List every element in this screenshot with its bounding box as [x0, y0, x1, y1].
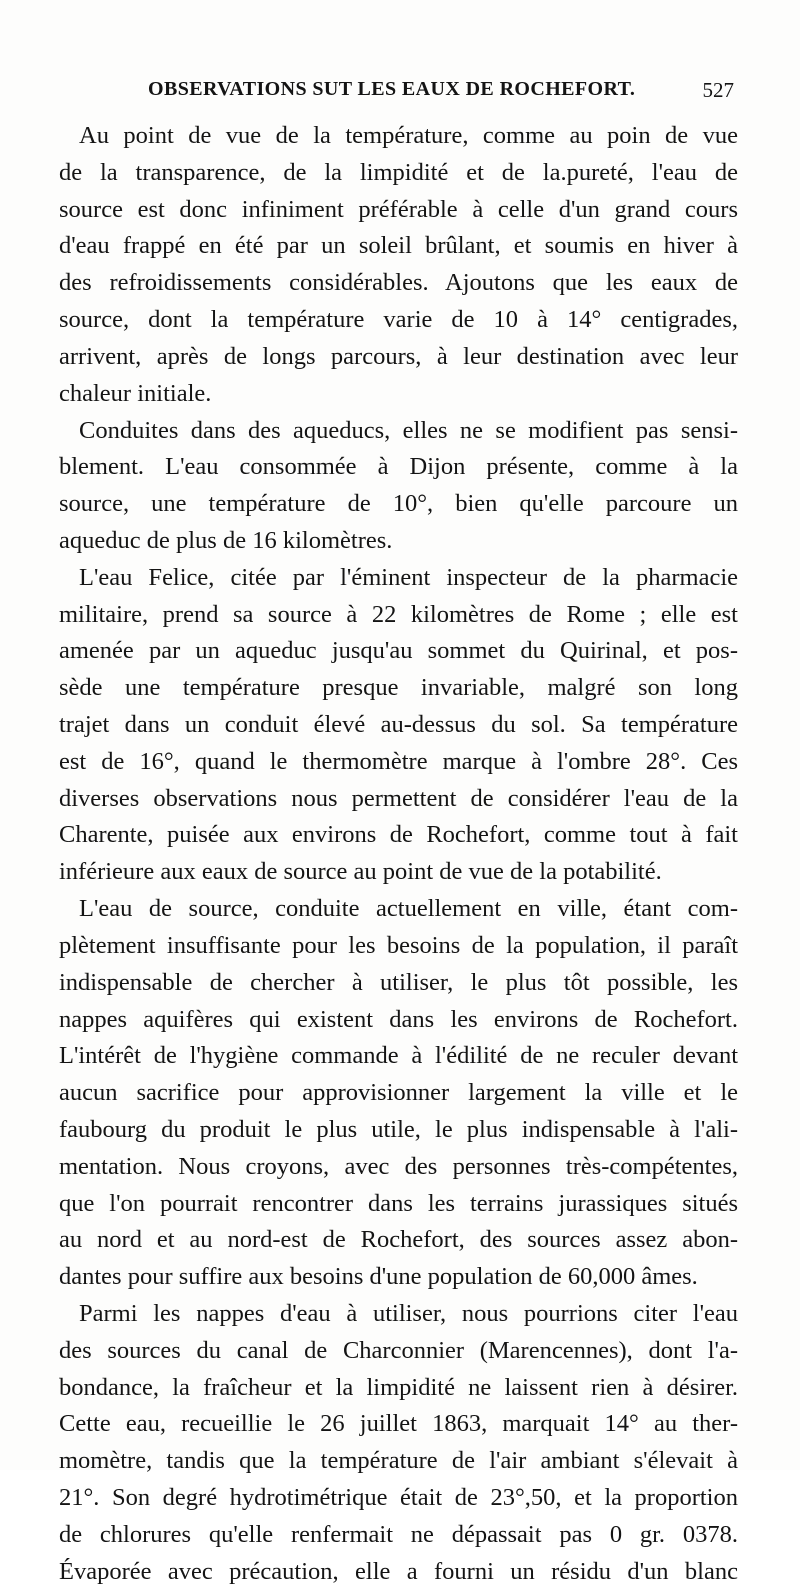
text-line: L'eau de source, conduite actuellement en ville, étant com-: [79, 895, 738, 923]
text-line: que l'on pourrait rencontrer dans les terrains jurassiques situés: [59, 1189, 738, 1217]
text-line: sède une température presque invariable, malgré son long: [59, 674, 738, 702]
text-line: est de 16°, quand le thermomètre marque à l'ombre 28°. Ces: [59, 747, 738, 775]
text-line: de chlorures qu'elle renfermait ne dépassait pas 0 gr. 0378.: [59, 1520, 738, 1548]
text-line: de la transparence, de la limpidité et de la.pureté, l'eau de: [59, 158, 738, 186]
text-line: trajet dans un conduit élevé au-dessus du sol. Sa température: [59, 711, 738, 738]
text-line: amenée par un aqueduc jusqu'au sommet du Quirinal, et pos-: [59, 637, 738, 665]
text-line: militaire, prend sa source à 22 kilomètres de Rome ; elle est: [59, 600, 738, 628]
text-line: source est donc infiniment préférable à celle d'un grand cours: [59, 195, 738, 223]
text-line: des refroidissements considérables. Ajoutons que les eaux de: [59, 269, 738, 297]
text-line: faubourg du produit le plus utile, le plus indispensable à l'ali-: [59, 1115, 738, 1143]
body-text: [59, 118, 738, 1591]
text-line: dantes pour suffire aux besoins d'une population de 60,000 âmes.: [59, 1263, 698, 1291]
text-line: Conduites dans des aqueducs, elles ne se modifient pas sensi-: [79, 416, 738, 444]
text-line: aqueduc de plus de 16 kilomètres.: [59, 526, 393, 554]
text-line: source, dont la température varie de 10 à 14° centigrades,: [59, 306, 738, 334]
text-line: Charente, puisée aux environs de Rochefort, comme tout à fait: [59, 821, 738, 849]
text-line: au nord et au nord-est de Rochefort, des sources assez abon-: [59, 1226, 738, 1254]
text-line: L'eau Felice, citée par l'éminent inspecteur de la pharmacie: [79, 563, 738, 591]
text-line: source, une température de 10°, bien qu'elle parcoure un: [59, 490, 738, 518]
text-line: plètement insuffisante pour les besoins de la population, il paraît: [59, 931, 738, 959]
text-line: L'intérêt de l'hygiène commande à l'édilité de ne reculer devant: [59, 1042, 738, 1070]
text-line: momètre, tandis que la température de l'air ambiant s'élevait à: [59, 1447, 738, 1475]
text-line: inférieure aux eaux de source au point de vue de la potabilité.: [59, 858, 662, 886]
text-line: d'eau frappé en été par un soleil brûlant, et soumis en hiver à: [59, 232, 738, 260]
text-line: arrivent, après de longs parcours, à leur destination avec leur: [59, 342, 738, 370]
text-line: mentation. Nous croyons, avec des personnes très-compétentes,: [59, 1152, 738, 1180]
text-line: chaleur initiale.: [59, 379, 212, 407]
text-line: nappes aquifères qui existent dans les environs de Rochefort.: [59, 1005, 738, 1033]
text-line: blement. L'eau consommée à Dijon présente, comme à la: [59, 453, 738, 481]
page-number: 527: [702, 78, 734, 102]
text-line: 21°. Son degré hydrotimétrique était de 23°,50, et la proportion: [59, 1484, 738, 1512]
running-title: OBSERVATIONS SUT LES EAUX DE ROCHEFORT.: [148, 78, 636, 100]
text-line: bondance, la fraîcheur et la limpidité ne laissent rien à désirer.: [59, 1373, 738, 1401]
page-header: [60, 78, 734, 108]
text-line: indispensable de chercher à utiliser, le plus tôt possible, les: [59, 968, 738, 996]
text-line: Parmi les nappes d'eau à utiliser, nous pourrions citer l'eau: [79, 1300, 738, 1327]
text-line: Cette eau, recueillie le 26 juillet 1863, marquait 14° au ther-: [59, 1410, 738, 1438]
text-line: aucun sacrifice pour approvisionner largement la ville et le: [59, 1079, 738, 1107]
text-line: diverses observations nous permettent de considérer l'eau de la: [59, 784, 738, 812]
text-line: Évaporée avec précaution, elle a fourni un résidu d'un blanc: [59, 1557, 738, 1585]
text-line: des sources du canal de Charconnier (Marencennes), dont l'a-: [59, 1336, 738, 1364]
text-line: Au point de vue de la température, comme au poin de vue: [79, 122, 738, 149]
